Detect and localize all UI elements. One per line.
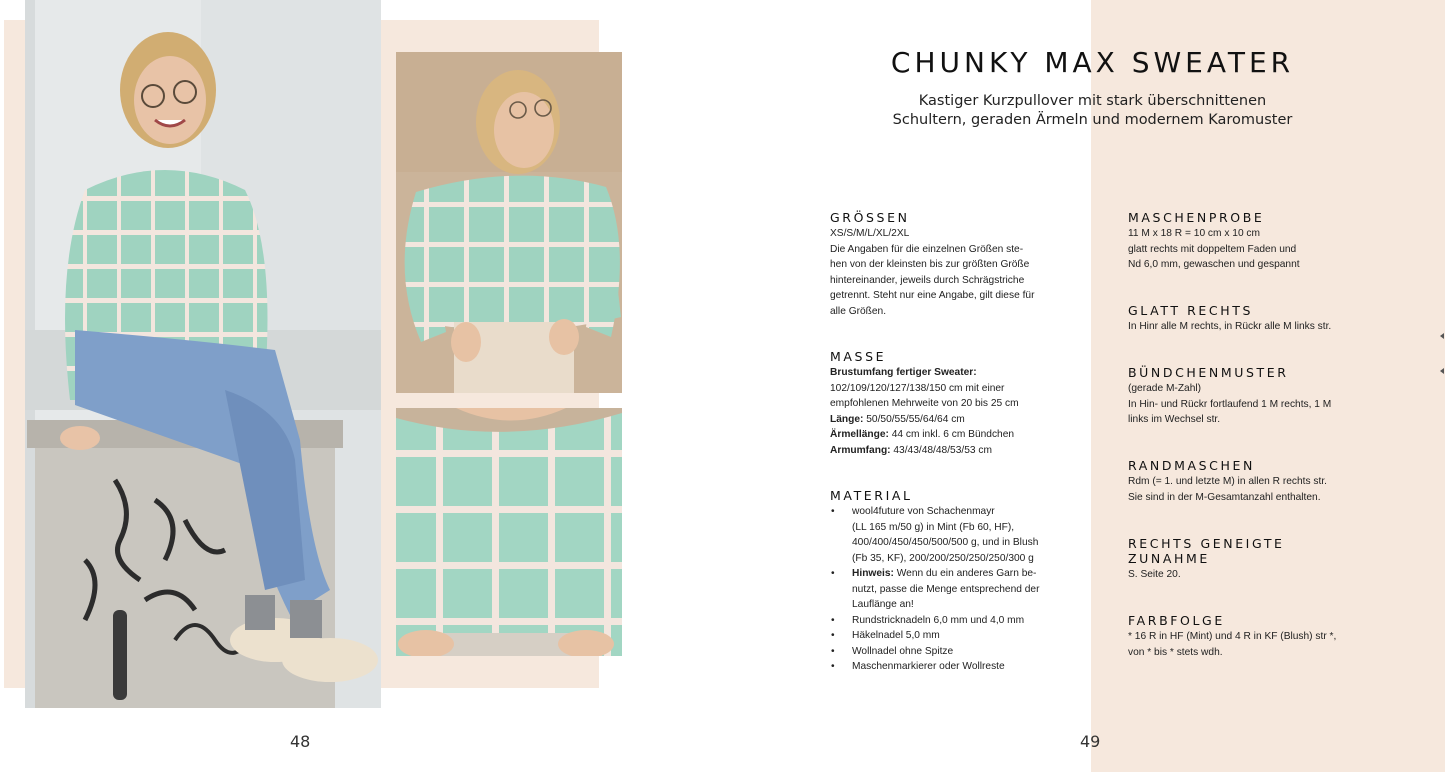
section-text-masse xyxy=(830,365,1019,458)
text-line: (gerade M-Zahl) xyxy=(1128,383,1202,394)
list-item: • Häkelnadel 5,0 mm xyxy=(830,628,1039,644)
text-line: S. Seite 20. xyxy=(1128,569,1181,580)
list-item: • wool4future von Schachenmayr (LL 165 m/50 g) in Mint (Fb 60, HF), 400/400/450/450/500/500 g, und in Blush (Fb 35, KF), 200/200/250/250/250/300 g xyxy=(830,504,1039,566)
text-line: XS/S/M/L/XL/2XL xyxy=(830,228,910,239)
page-number-right: 49 xyxy=(1080,732,1101,751)
text-line: 102/109/120/127/138/150 cm mit einer xyxy=(830,382,1005,394)
section-text-maschenprobe xyxy=(1128,226,1300,273)
section-text-groessen xyxy=(830,226,1034,319)
text-line: von * bis * stets wdh. xyxy=(1128,646,1223,658)
text-line: * 16 R in HF (Mint) und 4 R in KF (Blush) str *, xyxy=(1128,631,1337,642)
brust-label: Brustumfang fertiger Sweater: xyxy=(830,367,977,378)
list-item: • Maschenmarkierer oder Wollreste xyxy=(830,659,1039,675)
hinweis-label: Hinweis: xyxy=(852,568,894,579)
section-heading-material: MATERIAL xyxy=(830,488,913,503)
list-item: • Hinweis: Wenn du ein anderes Garn be- nutzt, passe die Menge entsprechend der Lauflänge an! xyxy=(830,566,1039,613)
section-heading-masse: MASSE xyxy=(830,349,887,364)
list-item: • Rundstricknadeln 6,0 mm und 4,0 mm xyxy=(830,613,1039,629)
list-item: • Wollnadel ohne Spitze xyxy=(830,644,1039,660)
section-text-buendchenmuster xyxy=(1128,381,1331,428)
section-heading-randmaschen: RANDMASCHEN xyxy=(1128,458,1255,473)
text-line: Nd 6,0 mm, gewaschen und gespannt xyxy=(1128,259,1300,270)
pattern-title: CHUNKY MAX SWEATER xyxy=(890,46,1295,79)
laenge-value: 50/50/55/55/64/64 cm xyxy=(863,413,965,425)
subtitle-line: Kastiger Kurzpullover mit stark überschnittenen xyxy=(918,93,1267,109)
page-edge-marker-icon xyxy=(1440,333,1444,339)
text-line: Rdm (= 1. und letzte M) in allen R rechts str. xyxy=(1128,476,1328,487)
section-text-farbfolge xyxy=(1128,629,1336,660)
section-heading-rechts-geneigte-zunahme: RECHTS GENEIGTE ZUNAHME xyxy=(1128,536,1285,566)
text-line: In Hin- und Rückr fortlaufend 1 M rechts, 1 M xyxy=(1128,398,1332,410)
text-line: hen von der kleinsten bis zur größten Größe xyxy=(830,259,1030,270)
page-edge-marker-icon xyxy=(1440,368,1444,374)
laenge-label: Länge: xyxy=(830,413,864,425)
section-text-randmaschen xyxy=(1128,474,1327,505)
text-line: links im Wechsel str. xyxy=(1128,414,1221,425)
section-heading-farbfolge: FARBFOLGE xyxy=(1128,613,1225,628)
text-line: alle Größen. xyxy=(830,305,887,317)
subtitle-line: Schultern, geraden Ärmeln und modernem Karomuster xyxy=(892,112,1293,128)
section-text-material xyxy=(830,504,1039,675)
aermel-label: Ärmellänge: xyxy=(830,429,889,440)
section-heading-groessen: GRÖSSEN xyxy=(830,210,910,225)
text-line: Die Angaben für die einzelnen Größen ste- xyxy=(830,243,1024,255)
pattern-subtitle xyxy=(860,92,1325,130)
photo-woman-sitting-on-utility-box xyxy=(25,0,381,708)
photo-sweater-closeup xyxy=(396,408,622,656)
text-line: 11 M x 18 R = 10 cm x 10 cm xyxy=(1128,228,1261,239)
arm-label: Armumfang: xyxy=(830,444,891,456)
text-line: empfohlenen Mehrweite von 20 bis 25 cm xyxy=(830,398,1019,409)
section-heading-glatt-rechts: GLATT RECHTS xyxy=(1128,303,1254,318)
section-heading-maschenprobe: MASCHENPROBE xyxy=(1128,210,1265,225)
aermel-value: 44 cm inkl. 6 cm Bündchen xyxy=(888,429,1015,440)
text-line: getrennt. Steht nur eine Angabe, gilt diese für xyxy=(830,290,1035,301)
section-heading-buendchenmuster: BÜNDCHENMUSTER xyxy=(1128,365,1289,380)
page-number-left: 48 xyxy=(290,732,311,751)
text-line: glatt rechts mit doppeltem Faden und xyxy=(1128,243,1297,255)
section-text-rechts-geneigte-zunahme xyxy=(1128,567,1181,583)
text-line: In Hinr alle M rechts, in Rückr alle M links str. xyxy=(1128,321,1332,332)
section-text-glatt-rechts xyxy=(1128,319,1331,335)
arm-value: 43/43/48/48/53/53 cm xyxy=(890,444,992,456)
text-line: Sie sind in der M-Gesamtanzahl enthalten. xyxy=(1128,491,1321,503)
photo-woman-standing-sweater xyxy=(396,52,622,393)
text-line: hintereinander, jeweils durch Schrägstriche xyxy=(830,274,1025,286)
